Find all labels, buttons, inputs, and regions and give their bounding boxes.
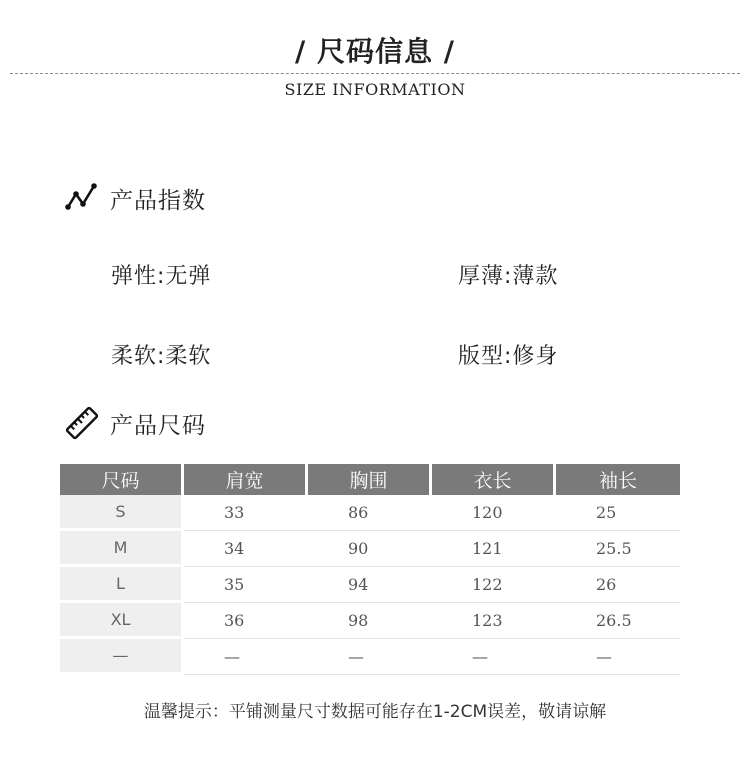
value-cell: 26	[556, 567, 680, 603]
measurement-note: 温馨提示：平铺测量尺寸数据可能存在1-2CM误差，敬请谅解	[143, 702, 607, 722]
table-row	[60, 567, 680, 603]
value-cell: 26.5	[556, 603, 680, 639]
value-cell: —	[184, 639, 308, 675]
page-title: / 尺码信息 /	[295, 35, 455, 68]
size-table-header	[60, 464, 680, 495]
value-cell: 90	[308, 531, 432, 567]
value-cell: 35	[184, 567, 308, 603]
value-cell: 33	[184, 495, 308, 531]
dashed-divider	[10, 73, 740, 74]
column-header-chest: 胸围	[308, 464, 432, 495]
size-cell: —	[60, 639, 184, 675]
ruler-icon	[64, 406, 100, 440]
value-cell: 25.5	[556, 531, 680, 567]
table-row	[60, 639, 680, 675]
size-cell: S	[60, 495, 184, 531]
column-header-length: 衣长	[432, 464, 556, 495]
column-header-size: 尺码	[60, 464, 184, 495]
value-cell: 36	[184, 603, 308, 639]
value-cell: 120	[432, 495, 556, 531]
value-cell: 34	[184, 531, 308, 567]
value-cell: 86	[308, 495, 432, 531]
value-cell: 122	[432, 567, 556, 603]
product-index-title: 产品指数	[110, 187, 206, 214]
size-table	[60, 464, 680, 675]
column-header-shoulder: 肩宽	[184, 464, 308, 495]
value-cell: 123	[432, 603, 556, 639]
size-cell: L	[60, 567, 184, 603]
column-header-sleeve: 袖长	[556, 464, 680, 495]
table-row	[60, 495, 680, 531]
value-cell: —	[556, 639, 680, 675]
product-size-heading	[64, 406, 206, 440]
value-cell: —	[432, 639, 556, 675]
value-cell: 25	[556, 495, 680, 531]
page-subtitle: SIZE INFORMATION	[284, 80, 466, 99]
attr-softness: 柔软:柔软	[111, 344, 212, 369]
table-row	[60, 603, 680, 639]
value-cell: 94	[308, 567, 432, 603]
trend-line-icon	[64, 181, 100, 215]
size-cell: XL	[60, 603, 184, 639]
attr-elasticity: 弹性:无弹	[111, 264, 212, 289]
attr-thickness: 厚薄:薄款	[458, 264, 559, 289]
value-cell: 121	[432, 531, 556, 567]
product-index-heading	[64, 181, 206, 215]
product-size-title: 产品尺码	[110, 412, 206, 439]
size-cell: M	[60, 531, 184, 567]
table-row	[60, 531, 680, 567]
attr-fit: 版型:修身	[458, 344, 559, 369]
value-cell: —	[308, 639, 432, 675]
value-cell: 98	[308, 603, 432, 639]
